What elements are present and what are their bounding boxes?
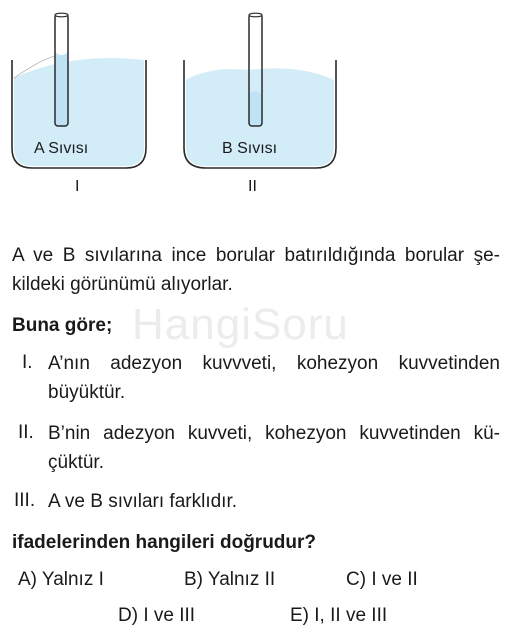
statement-2-line1: B’nin adezyon kuvveti, kohezyon kuvvetinden kü- <box>48 423 500 444</box>
statement-3-number: III. <box>14 490 36 511</box>
tube-a-liquid <box>55 52 68 126</box>
option-a[interactable]: A) Yalnız I <box>18 569 104 590</box>
question-intro-line1: A ve B sıvılarına ince borular batırıldığında borular şe- <box>12 245 500 266</box>
question-prompt: Buna göre; <box>12 315 113 336</box>
tube-b-liquid <box>249 95 262 125</box>
tube-b-top <box>249 13 262 17</box>
statement-1-line2: büyüktür. <box>48 382 126 403</box>
statement-2-number: II. <box>18 422 34 443</box>
capillary-figure <box>0 0 508 205</box>
watermark: HangiSoru <box>132 300 349 349</box>
statement-3-line1: A ve B sıvıları farklıdır. <box>48 491 238 512</box>
liquid-b-label: B Sıvısı <box>222 140 278 157</box>
option-b[interactable]: B) Yalnız II <box>184 569 276 590</box>
tube-a-top <box>55 13 68 17</box>
option-c[interactable]: C) I ve II <box>346 569 418 590</box>
statement-1-number: I. <box>22 352 33 373</box>
liquid-a-label: A Sıvısı <box>34 140 89 157</box>
question-intro-line2: kildeki görünümü alıyorlar. <box>12 274 233 295</box>
option-d[interactable]: D) I ve III <box>118 605 196 626</box>
option-e[interactable]: E) I, II ve III <box>290 605 388 626</box>
statement-2-line2: çüktür. <box>48 452 104 473</box>
statement-1-line1: A’nın adezyon kuvvveti, kohezyon kuvvetinden <box>48 353 500 374</box>
question-ask: ifadelerinden hangileri doğrudur? <box>12 532 317 553</box>
figure <box>0 0 508 205</box>
figure-roman-ii: II <box>248 178 257 195</box>
figure-roman-i: I <box>75 178 80 195</box>
